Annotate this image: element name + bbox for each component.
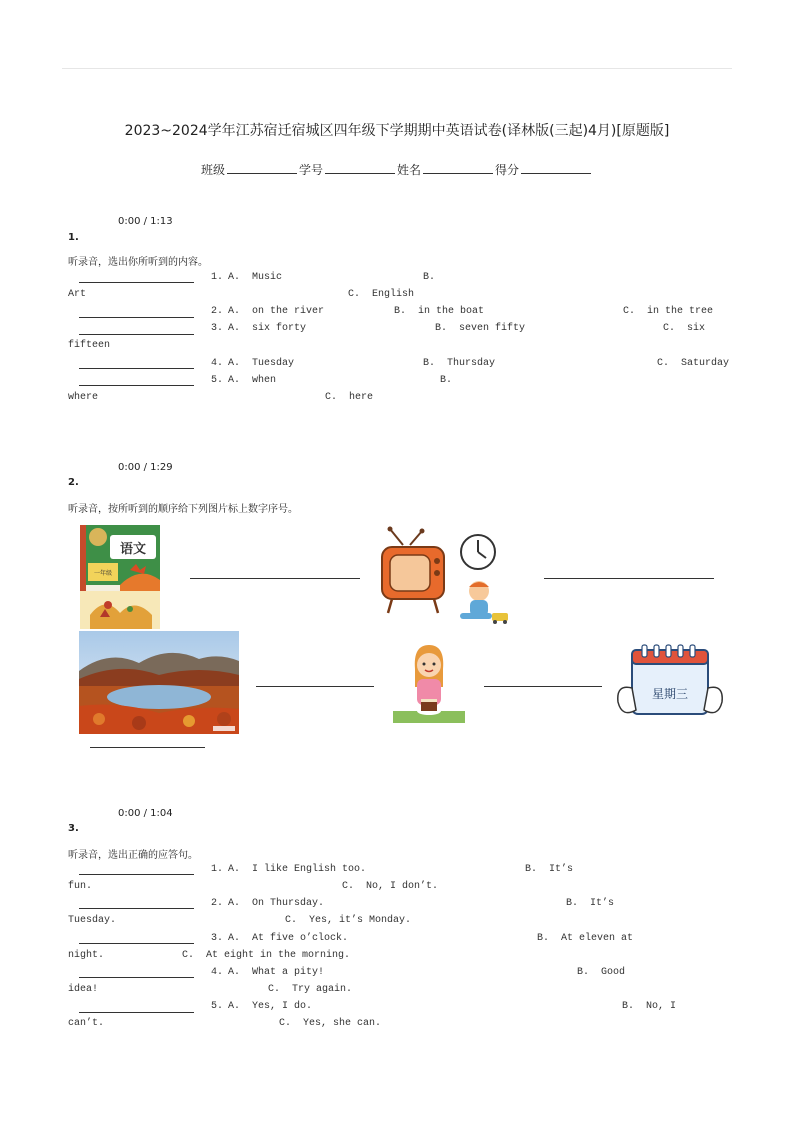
calendar-day-text: 星期三 <box>651 687 689 701</box>
book-title-text: 语文 <box>119 542 147 557</box>
option-a: A. On Thursday. <box>228 898 325 909</box>
answer-blank[interactable] <box>79 943 194 944</box>
audio-player-3[interactable]: 0:00 / 1:04 <box>118 808 173 819</box>
class-label: 班级 <box>200 163 225 177</box>
option-b-wrap: night. <box>68 950 105 961</box>
question-number-2: 2. <box>68 477 79 488</box>
option-b-wrap: idea! <box>68 984 99 995</box>
book-grade-text: 一年级 <box>93 570 113 577</box>
item-number: 1. <box>211 864 224 875</box>
id-label: 学号 <box>298 163 323 177</box>
textbook-picture <box>80 525 160 629</box>
item-number: 5. <box>211 1001 224 1012</box>
answer-blank[interactable] <box>90 747 205 748</box>
option-a: A. Tuesday <box>228 358 295 369</box>
item-number: 4. <box>211 967 224 978</box>
option-b: B. in the boat <box>394 306 485 317</box>
question-number-3: 3. <box>68 823 79 834</box>
answer-blank[interactable] <box>190 578 360 579</box>
instruction-2: 听录音，按所听到的顺序给下列图片标上数字序号。 <box>68 504 298 515</box>
answer-blank[interactable] <box>256 686 374 687</box>
option-c: C. No, I don’t. <box>342 881 439 892</box>
option-c: C. Yes, it’s Monday. <box>285 915 412 926</box>
option-a: A. on the river <box>228 306 325 317</box>
option-b: B. <box>423 272 436 283</box>
score-label: 得分 <box>495 163 520 177</box>
instruction-3: 听录音，选出正确的应答句。 <box>68 850 198 861</box>
option-b: B. No, I <box>622 1001 677 1012</box>
option-c: C. here <box>325 392 374 403</box>
answer-blank[interactable] <box>79 1012 194 1013</box>
item-number: 1. <box>211 272 224 283</box>
id-field[interactable] <box>325 162 395 174</box>
answer-blank[interactable] <box>79 385 194 386</box>
option-a: A. when <box>228 375 277 386</box>
option-b: B. Thursday <box>423 358 496 369</box>
option-b-wrap: can’t. <box>68 1018 105 1029</box>
option-a: A. Yes, I do. <box>228 1001 313 1012</box>
answer-blank[interactable] <box>79 874 194 875</box>
option-a: A. six forty <box>228 323 307 334</box>
answer-blank[interactable] <box>544 578 714 579</box>
option-b-wrap: Tuesday. <box>68 915 117 926</box>
option-b-wrap: Art <box>68 289 87 300</box>
page-title: 2023~2024学年江苏宿迁宿城区四年级下学期期中英语试卷(译林版(三起)4月)[原题版] <box>124 123 670 139</box>
option-c: C. six <box>663 323 706 334</box>
option-c: C. in the tree <box>623 306 714 317</box>
option-c: C. Yes, she can. <box>279 1018 382 1029</box>
option-b: B. seven fifty <box>435 323 526 334</box>
name-label: 姓名 <box>397 163 422 177</box>
item-number: 2. <box>211 898 224 909</box>
item-number: 3. <box>211 323 224 334</box>
tv-watching-picture <box>378 525 518 630</box>
item-number: 2. <box>211 306 224 317</box>
option-c: C. Try again. <box>268 984 353 995</box>
answer-blank[interactable] <box>79 908 194 909</box>
option-c: C. At eight in the morning. <box>182 950 351 961</box>
answer-blank[interactable] <box>79 282 194 283</box>
option-b: B. It’s <box>525 864 574 875</box>
option-a: A. I like English too. <box>228 864 367 875</box>
answer-blank[interactable] <box>484 686 602 687</box>
audio-player-2[interactable]: 0:00 / 1:29 <box>118 462 173 473</box>
option-c: C. English <box>348 289 415 300</box>
instruction-1: 听录音，选出你所听到的内容。 <box>68 257 208 268</box>
calendar-picture <box>614 644 726 722</box>
score-field[interactable] <box>521 162 591 174</box>
option-b: B. At eleven at <box>537 933 634 944</box>
audio-player-1[interactable]: 0:00 / 1:13 <box>118 216 173 227</box>
name-field[interactable] <box>423 162 493 174</box>
option-a: A. What a pity! <box>228 967 325 978</box>
option-a: A. Music <box>228 272 283 283</box>
item-number: 5. <box>211 375 224 386</box>
answer-blank[interactable] <box>79 334 194 335</box>
class-field[interactable] <box>227 162 297 174</box>
option-b: B. Good <box>577 967 626 978</box>
answer-blank[interactable] <box>79 368 194 369</box>
header-divider <box>62 68 732 69</box>
lake-landscape-picture <box>79 631 239 734</box>
student-info-line <box>0 161 794 178</box>
option-c-wrap: fifteen <box>68 340 111 351</box>
option-b-wrap: where <box>68 392 99 403</box>
girl-cake-picture <box>393 641 465 723</box>
option-c: C. Saturday <box>657 358 730 369</box>
question-number-1: 1. <box>68 232 79 243</box>
item-number: 3. <box>211 933 224 944</box>
option-b: B. <box>440 375 453 386</box>
option-b: B. It’s <box>566 898 615 909</box>
option-a: A. At five o’clock. <box>228 933 349 944</box>
answer-blank[interactable] <box>79 977 194 978</box>
option-b-wrap: fun. <box>68 881 93 892</box>
answer-blank[interactable] <box>79 317 194 318</box>
item-number: 4. <box>211 358 224 369</box>
